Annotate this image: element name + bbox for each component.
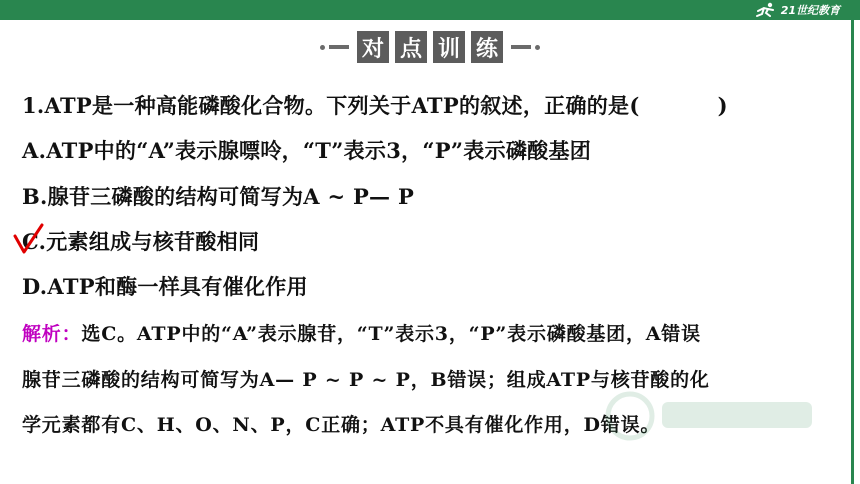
option-a: A.ATP中的“A”表示腺嘌呤，“T”表示3，“P”表示磷酸基团: [22, 138, 592, 163]
runner-icon: [755, 2, 777, 18]
brand-logo: [755, 1, 840, 19]
checkmark-icon: [12, 222, 46, 258]
title-char: 点: [395, 31, 427, 63]
analysis-line: 学元素都有C、H、O、N、P，C正确；ATP不具有催化作用，D错误。: [22, 414, 661, 436]
option-d: D.ATP和酶一样具有催化作用: [22, 274, 308, 299]
right-border: [851, 20, 854, 484]
title-char: 练: [471, 31, 503, 63]
title-char: 训: [433, 31, 465, 63]
option-b: B.腺苷三磷酸的结构可简写为A ~ P— P: [22, 184, 415, 209]
analysis-line: 解析：选C。ATP中的“A”表示腺苷，“T”表示3，“P”表示磷酸基团，A错误: [22, 323, 701, 345]
analysis-line: 腺苷三磷酸的结构可简写为A— P ~ P ~ P，B错误；组成ATP与核苷酸的化: [22, 369, 710, 391]
title-decoration-right: [511, 45, 540, 50]
watermark-logo: [600, 388, 820, 446]
analysis-label: 解析：: [22, 323, 82, 345]
title-decoration-left: [320, 45, 349, 50]
top-banner: [0, 0, 860, 20]
option-c: C.元素组成与核苷酸相同: [22, 229, 260, 254]
brand-name: 21世纪教育: [780, 4, 840, 17]
question-stem: 1.ATP是一种高能磷酸化合物。下列关于ATP的叙述，正确的是( ): [22, 93, 728, 118]
section-title: [0, 30, 860, 64]
title-char: 对: [357, 31, 389, 63]
